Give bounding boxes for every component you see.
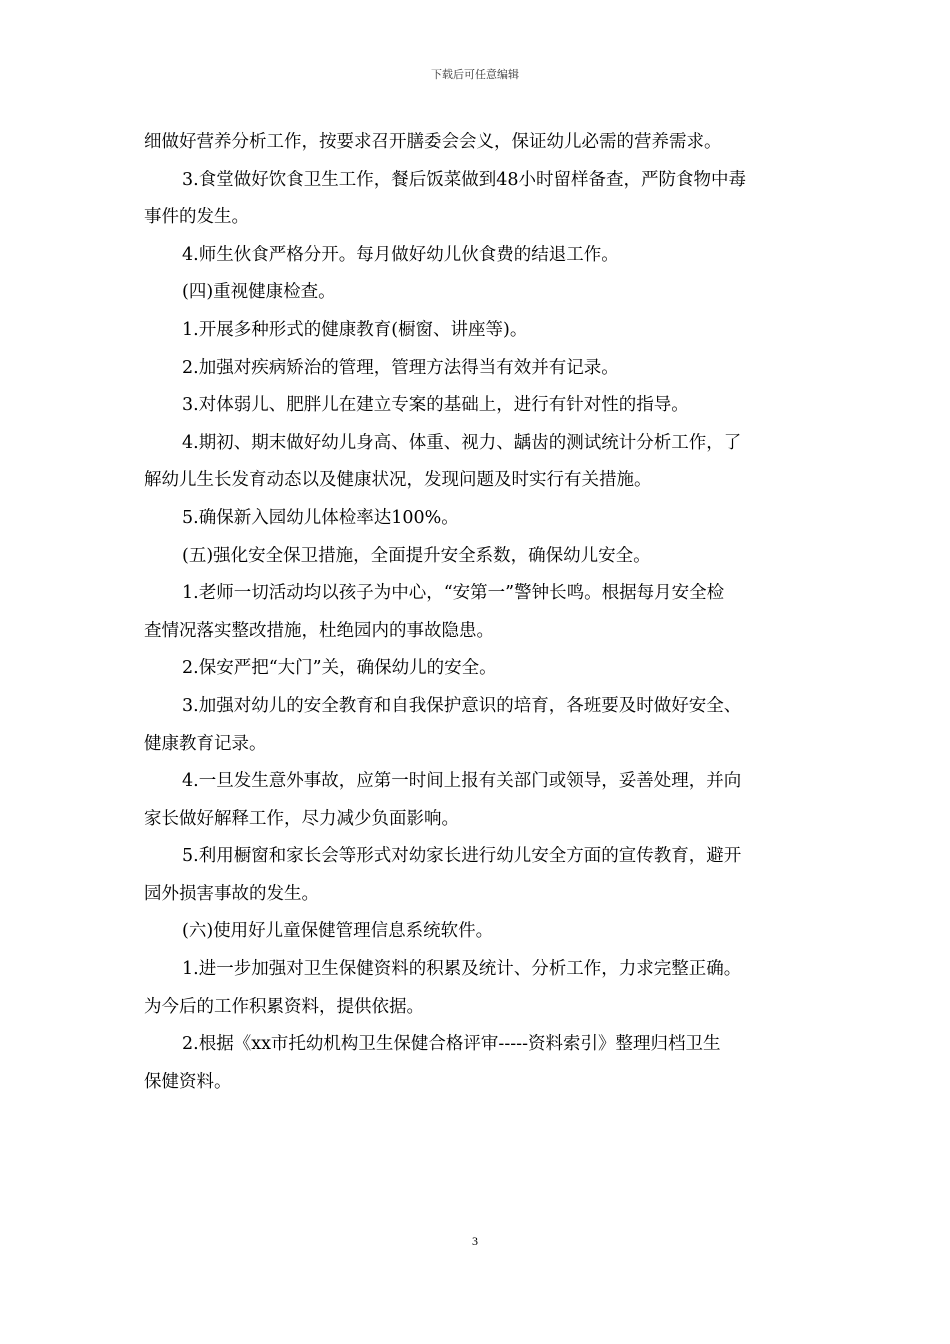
text-line: 3.食堂做好饮食卫生工作，餐后饭菜做到48小时留样备查，严防食物中毒 xyxy=(182,169,746,190)
text-line: 1.进一步加强对卫生保健资料的积累及统计、分析工作，力求完整正确。 xyxy=(182,959,742,980)
text-line: 2.保安严把“大门”关，确保幼儿的安全。 xyxy=(182,658,497,679)
text-line: 4.期初、期末做好幼儿身高、体重、视力、龋齿的测试统计分析工作，了 xyxy=(182,432,742,453)
text-line: (四)重视健康检查。 xyxy=(182,282,336,303)
text-line: 1.老师一切活动均以孩子为中心，“安第一”警钟长鸣。根据每月安全检 xyxy=(182,583,725,604)
text-line: 3.加强对幼儿的安全教育和自我保护意识的培育，各班要及时做好安全、 xyxy=(182,695,742,716)
text-line: 4.师生伙食严格分开。每月做好幼儿伙食费的结退工作。 xyxy=(182,244,619,265)
text-line: 5.确保新入园幼儿体检率达100%。 xyxy=(182,507,459,528)
text-line: 5.利用橱窗和家长会等形式对幼家长进行幼儿安全方面的宣传教育，避开 xyxy=(182,846,742,867)
text-line: 4.一旦发生意外事故，应第一时间上报有关部门或领导，妥善处理，并向 xyxy=(182,771,742,792)
text-line: (五)强化安全保卫措施，全面提升安全系数，确保幼儿安全。 xyxy=(182,545,651,566)
page-number: 3 xyxy=(472,1234,478,1248)
text-line: 查情况落实整改措施，杜绝园内的事故隐患。 xyxy=(144,620,494,641)
text-line: 1.开展多种形式的健康教育(橱窗、讲座等)。 xyxy=(182,319,528,340)
text-line: 2.根据《xx市托幼机构卫生保健合格评审-----资料索引》整理归档卫生 xyxy=(182,1034,721,1055)
text-line: 事件的发生。 xyxy=(144,207,249,228)
text-line: 3.对体弱儿、肥胖儿在建立专案的基础上，进行有针对性的指导。 xyxy=(182,395,689,416)
text-line: 园外损害事故的发生。 xyxy=(144,883,319,904)
text-line: 保健资料。 xyxy=(144,1071,232,1092)
text-line: (六)使用好儿童保健管理信息系统软件。 xyxy=(182,921,494,942)
text-line: 为今后的工作积累资料，提供依据。 xyxy=(144,996,424,1017)
text-line: 解幼儿生长发育动态以及健康状况，发现问题及时实行有关措施。 xyxy=(144,470,652,491)
text-line: 细做好营养分析工作，按要求召开膳委会会义，保证幼儿必需的营养需求。 xyxy=(144,132,722,152)
text-line: 2.加强对疾病矫治的管理，管理方法得当有效并有记录。 xyxy=(182,357,619,378)
page-header: 下载后可任意编辑 xyxy=(431,68,519,81)
document-body xyxy=(144,124,812,1101)
text-line: 健康教育记录。 xyxy=(144,733,267,754)
text-line: 家长做好解释工作，尽力减少负面影响。 xyxy=(144,808,459,829)
